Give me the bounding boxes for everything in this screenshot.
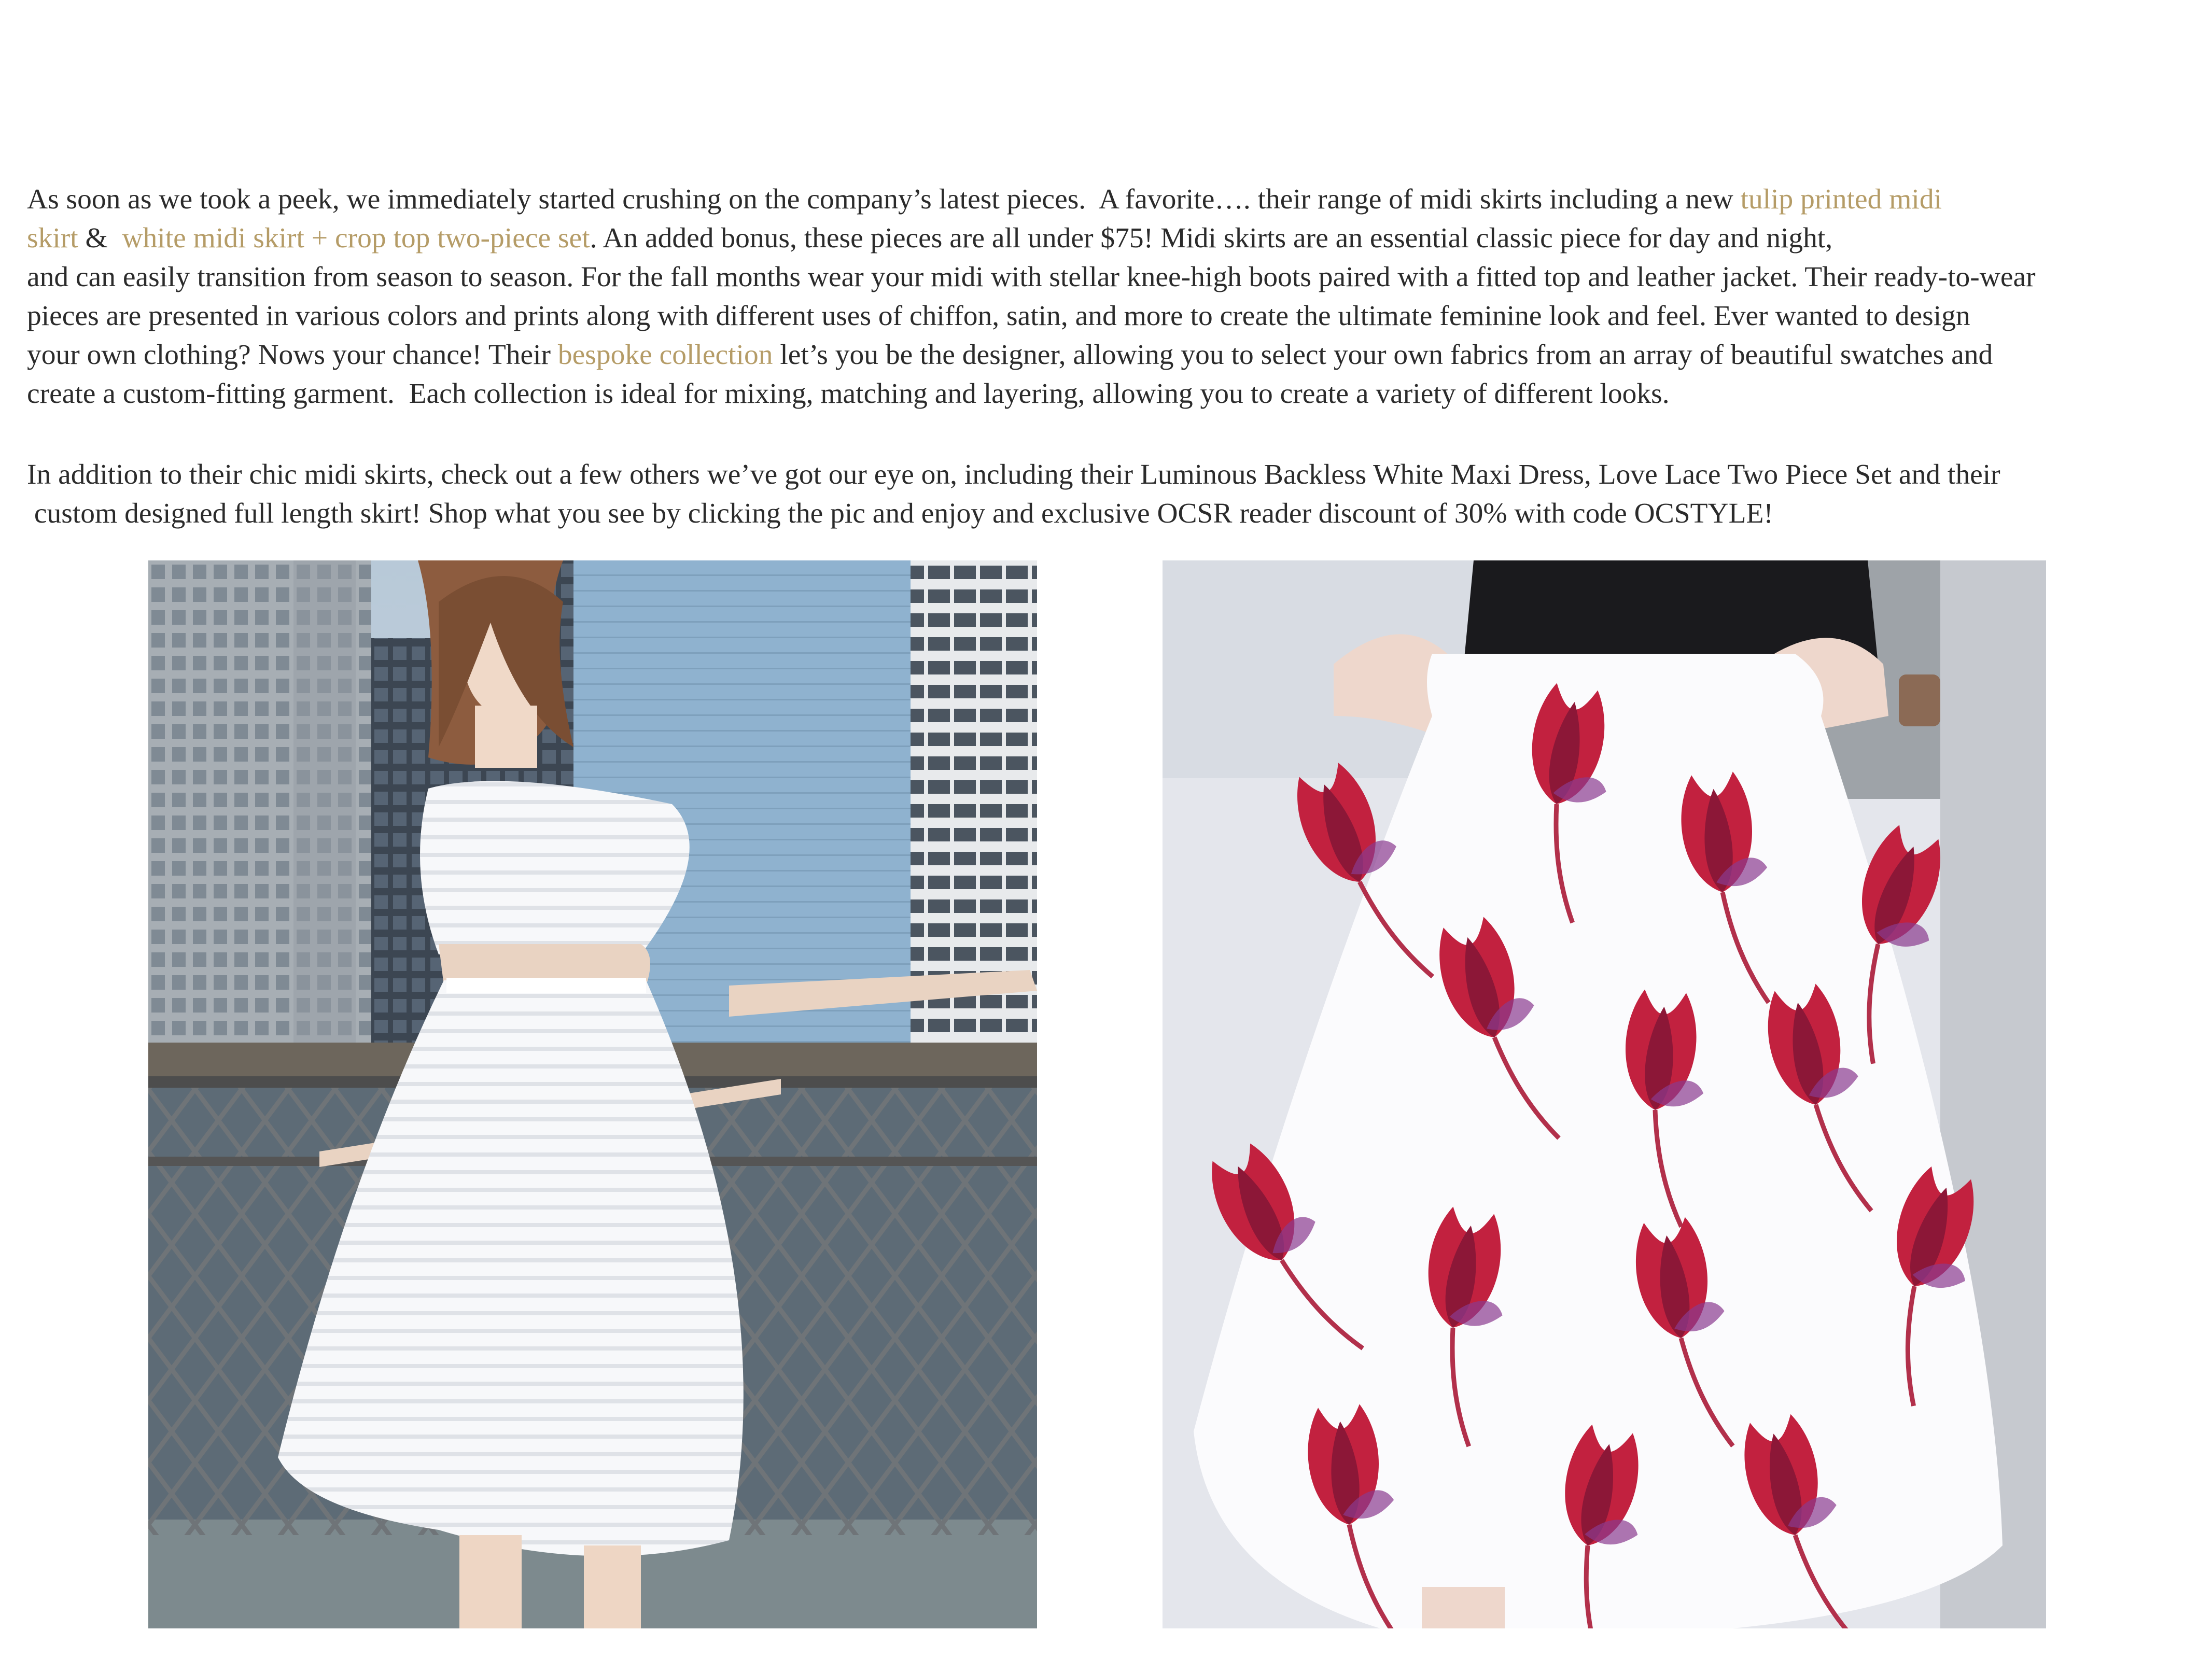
white-midi-set-link[interactable]: white midi skirt + crop top two-piece set bbox=[122, 222, 590, 254]
paragraph-1-line-5: your own clothing? Nows your chance! Their bespoke collection let’s you be the designer, allowing you to select your own fabrics from an array of beautiful swatches and bbox=[27, 339, 1993, 371]
paragraph-1-line-2: skirt & white midi skirt + crop top two-piece set. An added bonus, these pieces are all under $75! Midi skirts are an essential classic piece for day and night, bbox=[27, 222, 1833, 254]
paragraph-1-line-4: pieces are presented in various colors and prints along with different uses of chiffon, satin, and more to create the ultimate feminine look and feel. Ever wanted to design bbox=[27, 300, 1970, 332]
bespoke-collection-link[interactable]: bespoke collection bbox=[557, 339, 773, 371]
woman-white-outfit-illustration bbox=[148, 560, 1037, 1628]
woman-white-midi-skirt-crop-top-photo[interactable] bbox=[148, 560, 1037, 1628]
article-paragraph-2 bbox=[27, 455, 2189, 533]
tulip-skirt-link-continued[interactable]: skirt bbox=[27, 222, 78, 254]
tulip-skirt-link[interactable]: tulip printed midi bbox=[1740, 184, 1942, 215]
tulip-printed-midi-skirt-photo[interactable] bbox=[1163, 560, 2046, 1628]
paragraph-2-line-1: In addition to their chic midi skirts, check out a few others we’ve got our eye on, including their Luminous Backless White Maxi Dress, Love Lace Two Piece Set and their bbox=[27, 459, 2000, 490]
paragraph-2-line-2: custom designed full length skirt! Shop what you see by clicking the pic and enjoy and exclusive OCSR reader discount of 30% with code OCSTYLE! bbox=[27, 498, 1773, 529]
article-paragraph-1 bbox=[27, 180, 2189, 413]
paragraph-1-line-6: create a custom-fitting garment. Each collection is ideal for mixing, matching and layering, allowing you to create a variety of different looks. bbox=[27, 378, 1670, 410]
paragraph-1-line-3: and can easily transition from season to season. For the fall months wear your midi with stellar knee-high boots paired with a fitted top and leather jacket. Their ready-to-wear bbox=[27, 261, 2036, 293]
tulip-skirt-illustration bbox=[1163, 560, 2046, 1628]
paragraph-1-line-1: As soon as we took a peek, we immediately started crushing on the company’s latest pieces. A favorite…. their range of midi skirts including a new tulip printed midi bbox=[27, 184, 1942, 215]
